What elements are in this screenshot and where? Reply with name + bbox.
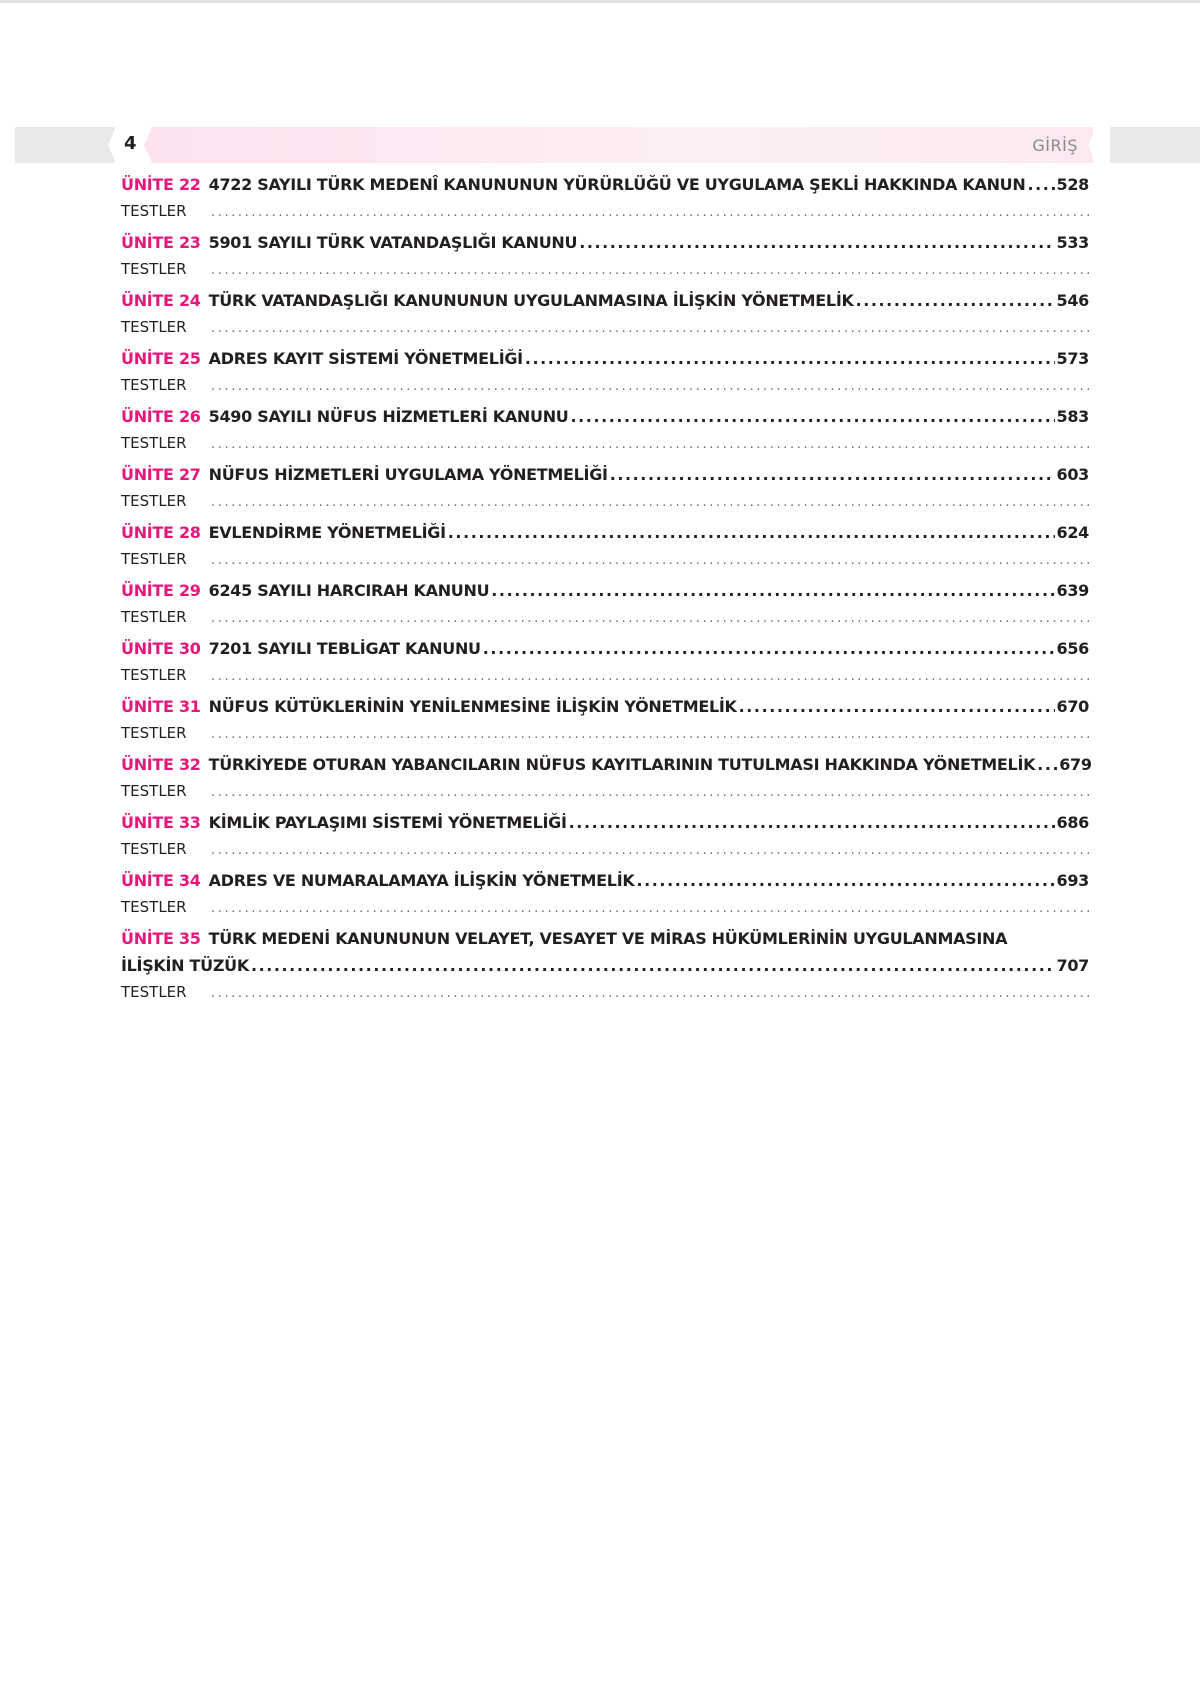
- unit-title: TÜRK MEDENİ KANUNUNUN VELAYET, VESAYET VE MİRAS HÜKÜMLERİNİN UYGULANMASINA: [208, 929, 1008, 948]
- unit-label: ÜNİTE 23: [121, 233, 201, 252]
- toc-entry-line: [121, 291, 1089, 318]
- tests-dot-leader: [211, 727, 1089, 742]
- unit-label: ÜNİTE 33: [121, 813, 201, 832]
- toc-entry-line: [121, 871, 1089, 898]
- tests-dot-leader: [211, 263, 1089, 278]
- tests-line: [121, 782, 1089, 806]
- page-reference: 528: [1056, 175, 1089, 194]
- tests-label: TESTLER: [121, 724, 187, 742]
- section-title: GİRİŞ: [1032, 136, 1078, 155]
- tests-label: TESTLER: [121, 492, 187, 510]
- toc-entry[interactable]: [121, 291, 1089, 349]
- page-reference: 603: [1056, 465, 1089, 484]
- dot-leader: [636, 871, 1054, 890]
- unit-label: ÜNİTE 28: [121, 523, 201, 542]
- page-reference: 670: [1056, 697, 1089, 716]
- toc-entry[interactable]: [121, 233, 1089, 291]
- unit-title: NÜFUS HİZMETLERİ UYGULAMA YÖNETMELİĞİ: [208, 465, 608, 484]
- unit-title: ADRES VE NUMARALAMAYA İLİŞKİN YÖNETMELİK: [208, 871, 635, 890]
- tests-line: [121, 608, 1089, 632]
- page-reference: 686: [1056, 813, 1089, 832]
- unit-title-continued: İLİŞKİN TÜZÜK: [121, 956, 249, 975]
- page-reference: 546: [1056, 291, 1089, 310]
- unit-title: 5901 SAYILI TÜRK VATANDAŞLIĞI KANUNU: [208, 233, 578, 252]
- page-header: [0, 127, 1200, 163]
- tests-dot-leader: [211, 843, 1089, 858]
- toc-entry-line: [121, 175, 1089, 202]
- tests-line: [121, 260, 1089, 284]
- toc-entry[interactable]: [121, 697, 1089, 755]
- page-reference: 583: [1056, 407, 1089, 426]
- dot-leader: [569, 813, 1055, 832]
- tests-dot-leader: [211, 553, 1089, 568]
- table-of-contents: [121, 175, 1092, 1015]
- tests-label: TESTLER: [121, 983, 187, 1001]
- toc-entry-line: [121, 639, 1089, 666]
- tests-dot-leader: [211, 321, 1089, 336]
- tests-line: [121, 550, 1089, 574]
- dot-leader: [856, 291, 1055, 310]
- tests-dot-leader: [211, 901, 1089, 916]
- tests-line: [121, 376, 1089, 400]
- top-rule: [0, 0, 1200, 3]
- toc-entry-line: [121, 233, 1089, 260]
- toc-entry[interactable]: [121, 349, 1089, 407]
- tests-dot-leader: [211, 379, 1089, 394]
- page-reference: 693: [1056, 871, 1089, 890]
- toc-entry[interactable]: [121, 581, 1089, 639]
- unit-label: ÜNİTE 29: [121, 581, 201, 600]
- tests-dot-leader: [211, 785, 1089, 800]
- unit-label: ÜNİTE 31: [121, 697, 201, 716]
- page-reference: 656: [1056, 639, 1089, 658]
- unit-title: EVLENDİRME YÖNETMELİĞİ: [208, 523, 446, 542]
- toc-entry[interactable]: [121, 639, 1089, 697]
- dot-leader: [1027, 175, 1054, 194]
- tests-line: [121, 492, 1089, 516]
- tests-line: [121, 898, 1089, 922]
- tests-label: TESTLER: [121, 260, 187, 278]
- dot-leader: [1037, 755, 1057, 774]
- tests-line: [121, 666, 1089, 690]
- toc-entry-line: [121, 697, 1089, 724]
- toc-entry-line: [121, 349, 1089, 376]
- tests-label: TESTLER: [121, 318, 187, 336]
- dot-leader: [579, 233, 1054, 252]
- tests-label: TESTLER: [121, 434, 187, 452]
- unit-title: ADRES KAYIT SİSTEMİ YÖNETMELİĞİ: [208, 349, 523, 368]
- header-band-middle: [143, 127, 1093, 163]
- unit-title: KİMLİK PAYLAŞIMI SİSTEMİ YÖNETMELİĞİ: [208, 813, 567, 832]
- tests-dot-leader: [211, 611, 1089, 626]
- page-reference: 707: [1056, 956, 1089, 975]
- toc-entry-line: [121, 407, 1089, 434]
- toc-entry-line: [121, 581, 1089, 608]
- tests-label: TESTLER: [121, 666, 187, 684]
- unit-title: 5490 SAYILI NÜFUS HİZMETLERİ KANUNU: [208, 407, 569, 426]
- page-reference: 533: [1056, 233, 1089, 252]
- tests-dot-leader: [211, 495, 1089, 510]
- unit-label: ÜNİTE 24: [121, 291, 201, 310]
- tests-dot-leader: [211, 669, 1089, 684]
- header-band-left: [15, 127, 115, 163]
- unit-title: TÜRK VATANDAŞLIĞI KANUNUNUN UYGULANMASINA İLİŞKİN YÖNETMELİK: [208, 291, 854, 310]
- tests-line: [121, 318, 1089, 342]
- tests-label: TESTLER: [121, 840, 187, 858]
- header-band-right: [1100, 127, 1200, 163]
- tests-label: TESTLER: [121, 608, 187, 626]
- unit-title: 6245 SAYILI HARCIRAH KANUNU: [208, 581, 490, 600]
- dot-leader: [491, 581, 1054, 600]
- toc-entry-line: [121, 813, 1089, 840]
- unit-label: ÜNİTE 27: [121, 465, 201, 484]
- toc-entry-line: [121, 465, 1089, 492]
- unit-label: ÜNİTE 30: [121, 639, 201, 658]
- toc-entry[interactable]: [121, 523, 1089, 581]
- tests-dot-leader: [211, 437, 1089, 452]
- tests-line: [121, 983, 1089, 1007]
- toc-entry[interactable]: [121, 465, 1089, 523]
- tests-line: [121, 202, 1089, 226]
- unit-title: NÜFUS KÜTÜKLERİNİN YENİLENMESİNE İLİŞKİN YÖNETMELİK: [208, 697, 737, 716]
- toc-entry[interactable]: [121, 175, 1089, 233]
- unit-label: ÜNİTE 25: [121, 349, 201, 368]
- dot-leader: [525, 349, 1055, 368]
- unit-label: ÜNİTE 34: [121, 871, 201, 890]
- tests-label: TESTLER: [121, 202, 187, 220]
- unit-title: 4722 SAYILI TÜRK MEDENÎ KANUNUNUN YÜRÜRLÜĞÜ VE UYGULAMA ŞEKLİ HAKKINDA KANUN: [208, 175, 1026, 194]
- dot-leader: [571, 407, 1055, 426]
- unit-label: ÜNİTE 32: [121, 755, 201, 774]
- unit-label: ÜNİTE 22: [121, 175, 201, 194]
- unit-title: TÜRKİYEDE OTURAN YABANCILARIN NÜFUS KAYITLARININ TUTULMASI HAKKINDA YÖNETMELİK: [208, 755, 1036, 774]
- tests-label: TESTLER: [121, 782, 187, 800]
- toc-entry[interactable]: [121, 755, 1092, 813]
- unit-title: 7201 SAYILI TEBLİGAT KANUNU: [208, 639, 481, 658]
- page-reference: 639: [1056, 581, 1089, 600]
- toc-entry-line: [121, 929, 1089, 956]
- tests-line: [121, 840, 1089, 864]
- toc-entry-line: [121, 755, 1092, 782]
- toc-entry[interactable]: [121, 407, 1089, 465]
- dot-leader: [739, 697, 1055, 716]
- toc-entry[interactable]: [121, 929, 1089, 1015]
- tests-label: TESTLER: [121, 550, 187, 568]
- tests-dot-leader: [211, 986, 1089, 1001]
- dot-leader: [448, 523, 1055, 542]
- tests-dot-leader: [211, 205, 1089, 220]
- page-reference: 679: [1059, 755, 1092, 774]
- unit-label: ÜNİTE 26: [121, 407, 201, 426]
- tests-label: TESTLER: [121, 898, 187, 916]
- toc-entry-line: [121, 523, 1089, 550]
- page-reference: 573: [1056, 349, 1089, 368]
- toc-entry[interactable]: [121, 871, 1089, 929]
- tests-line: [121, 724, 1089, 748]
- page-reference: 624: [1056, 523, 1089, 542]
- page-number: 4: [124, 133, 137, 154]
- tests-line: [121, 434, 1089, 458]
- dot-leader: [483, 639, 1055, 658]
- unit-label: ÜNİTE 35: [121, 929, 201, 948]
- toc-entry[interactable]: [121, 813, 1089, 871]
- toc-entry-line-continued: [121, 956, 1089, 983]
- dot-leader: [610, 465, 1055, 484]
- tests-label: TESTLER: [121, 376, 187, 394]
- dot-leader: [251, 956, 1055, 975]
